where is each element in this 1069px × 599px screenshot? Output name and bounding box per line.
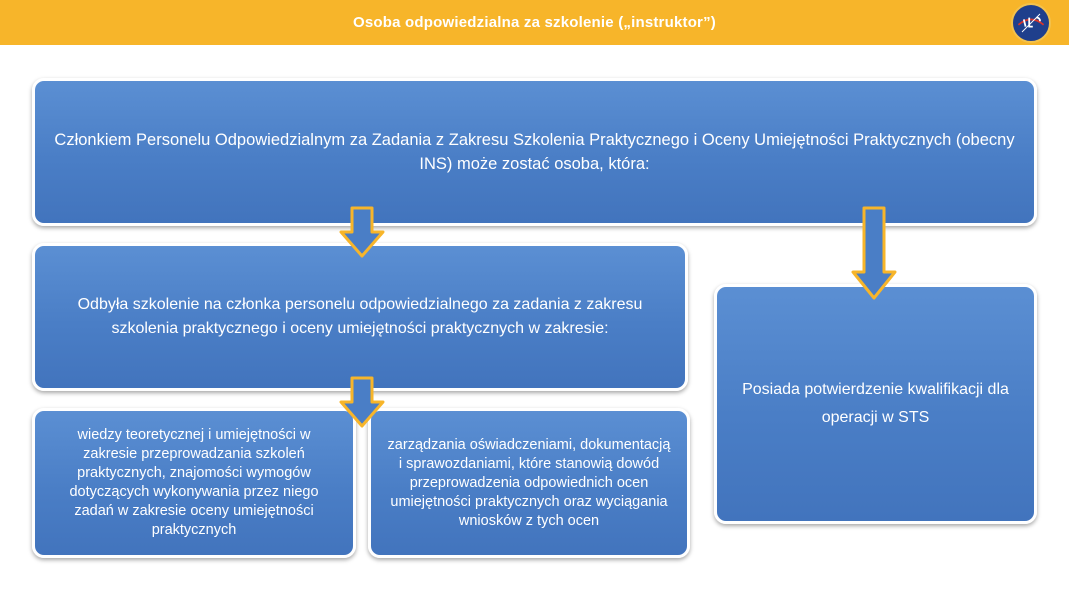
theory-skills-box bbox=[32, 408, 356, 558]
qualification-text: Posiada potwierdzenie kwalifikacji dla operacji w STS bbox=[742, 381, 1009, 426]
main-condition-text: Członkiem Personelu Odpowiedzialnym za Zadania z Zakresu Szkolenia Praktycznego i Oceny Umiejętności Praktycznych (obecny INS) może zostać osoba, która: bbox=[54, 131, 1015, 173]
slide-title: Osoba odpowiedzialna za szkolenie („instruktor”) bbox=[353, 14, 716, 31]
training-text: Odbyła szkolenie na członka personelu odpowiedzialnego za zadania z zakresu szkolenia praktycznego i oceny umiejętności praktycznych w zakresie: bbox=[77, 296, 643, 337]
main-condition-box bbox=[32, 78, 1037, 226]
training-box bbox=[32, 243, 688, 391]
ulc-logo-icon bbox=[1011, 3, 1051, 43]
header-bar bbox=[0, 0, 1069, 45]
down-arrow-icon bbox=[337, 206, 387, 258]
documentation-box bbox=[368, 408, 690, 558]
theory-skills-text: wiedzy teoretycznej i umiejętności w zakresie przeprowadzania szkoleń praktycznych, znajomości wymogów dotyczących wykonywania przez niego zadań w zakresie oceny umiejętności praktycznych bbox=[69, 427, 319, 538]
down-arrow-icon bbox=[849, 206, 899, 300]
documentation-text: zarządzania oświadczeniami, dokumentacją i sprawozdaniami, które stanowią dowód przeprowadzenia odpowiednich ocen umiejętności praktycznych oraz wyciągania wniosków z tych ocen bbox=[387, 436, 671, 529]
qualification-box bbox=[714, 284, 1037, 524]
down-arrow-icon bbox=[337, 376, 387, 428]
